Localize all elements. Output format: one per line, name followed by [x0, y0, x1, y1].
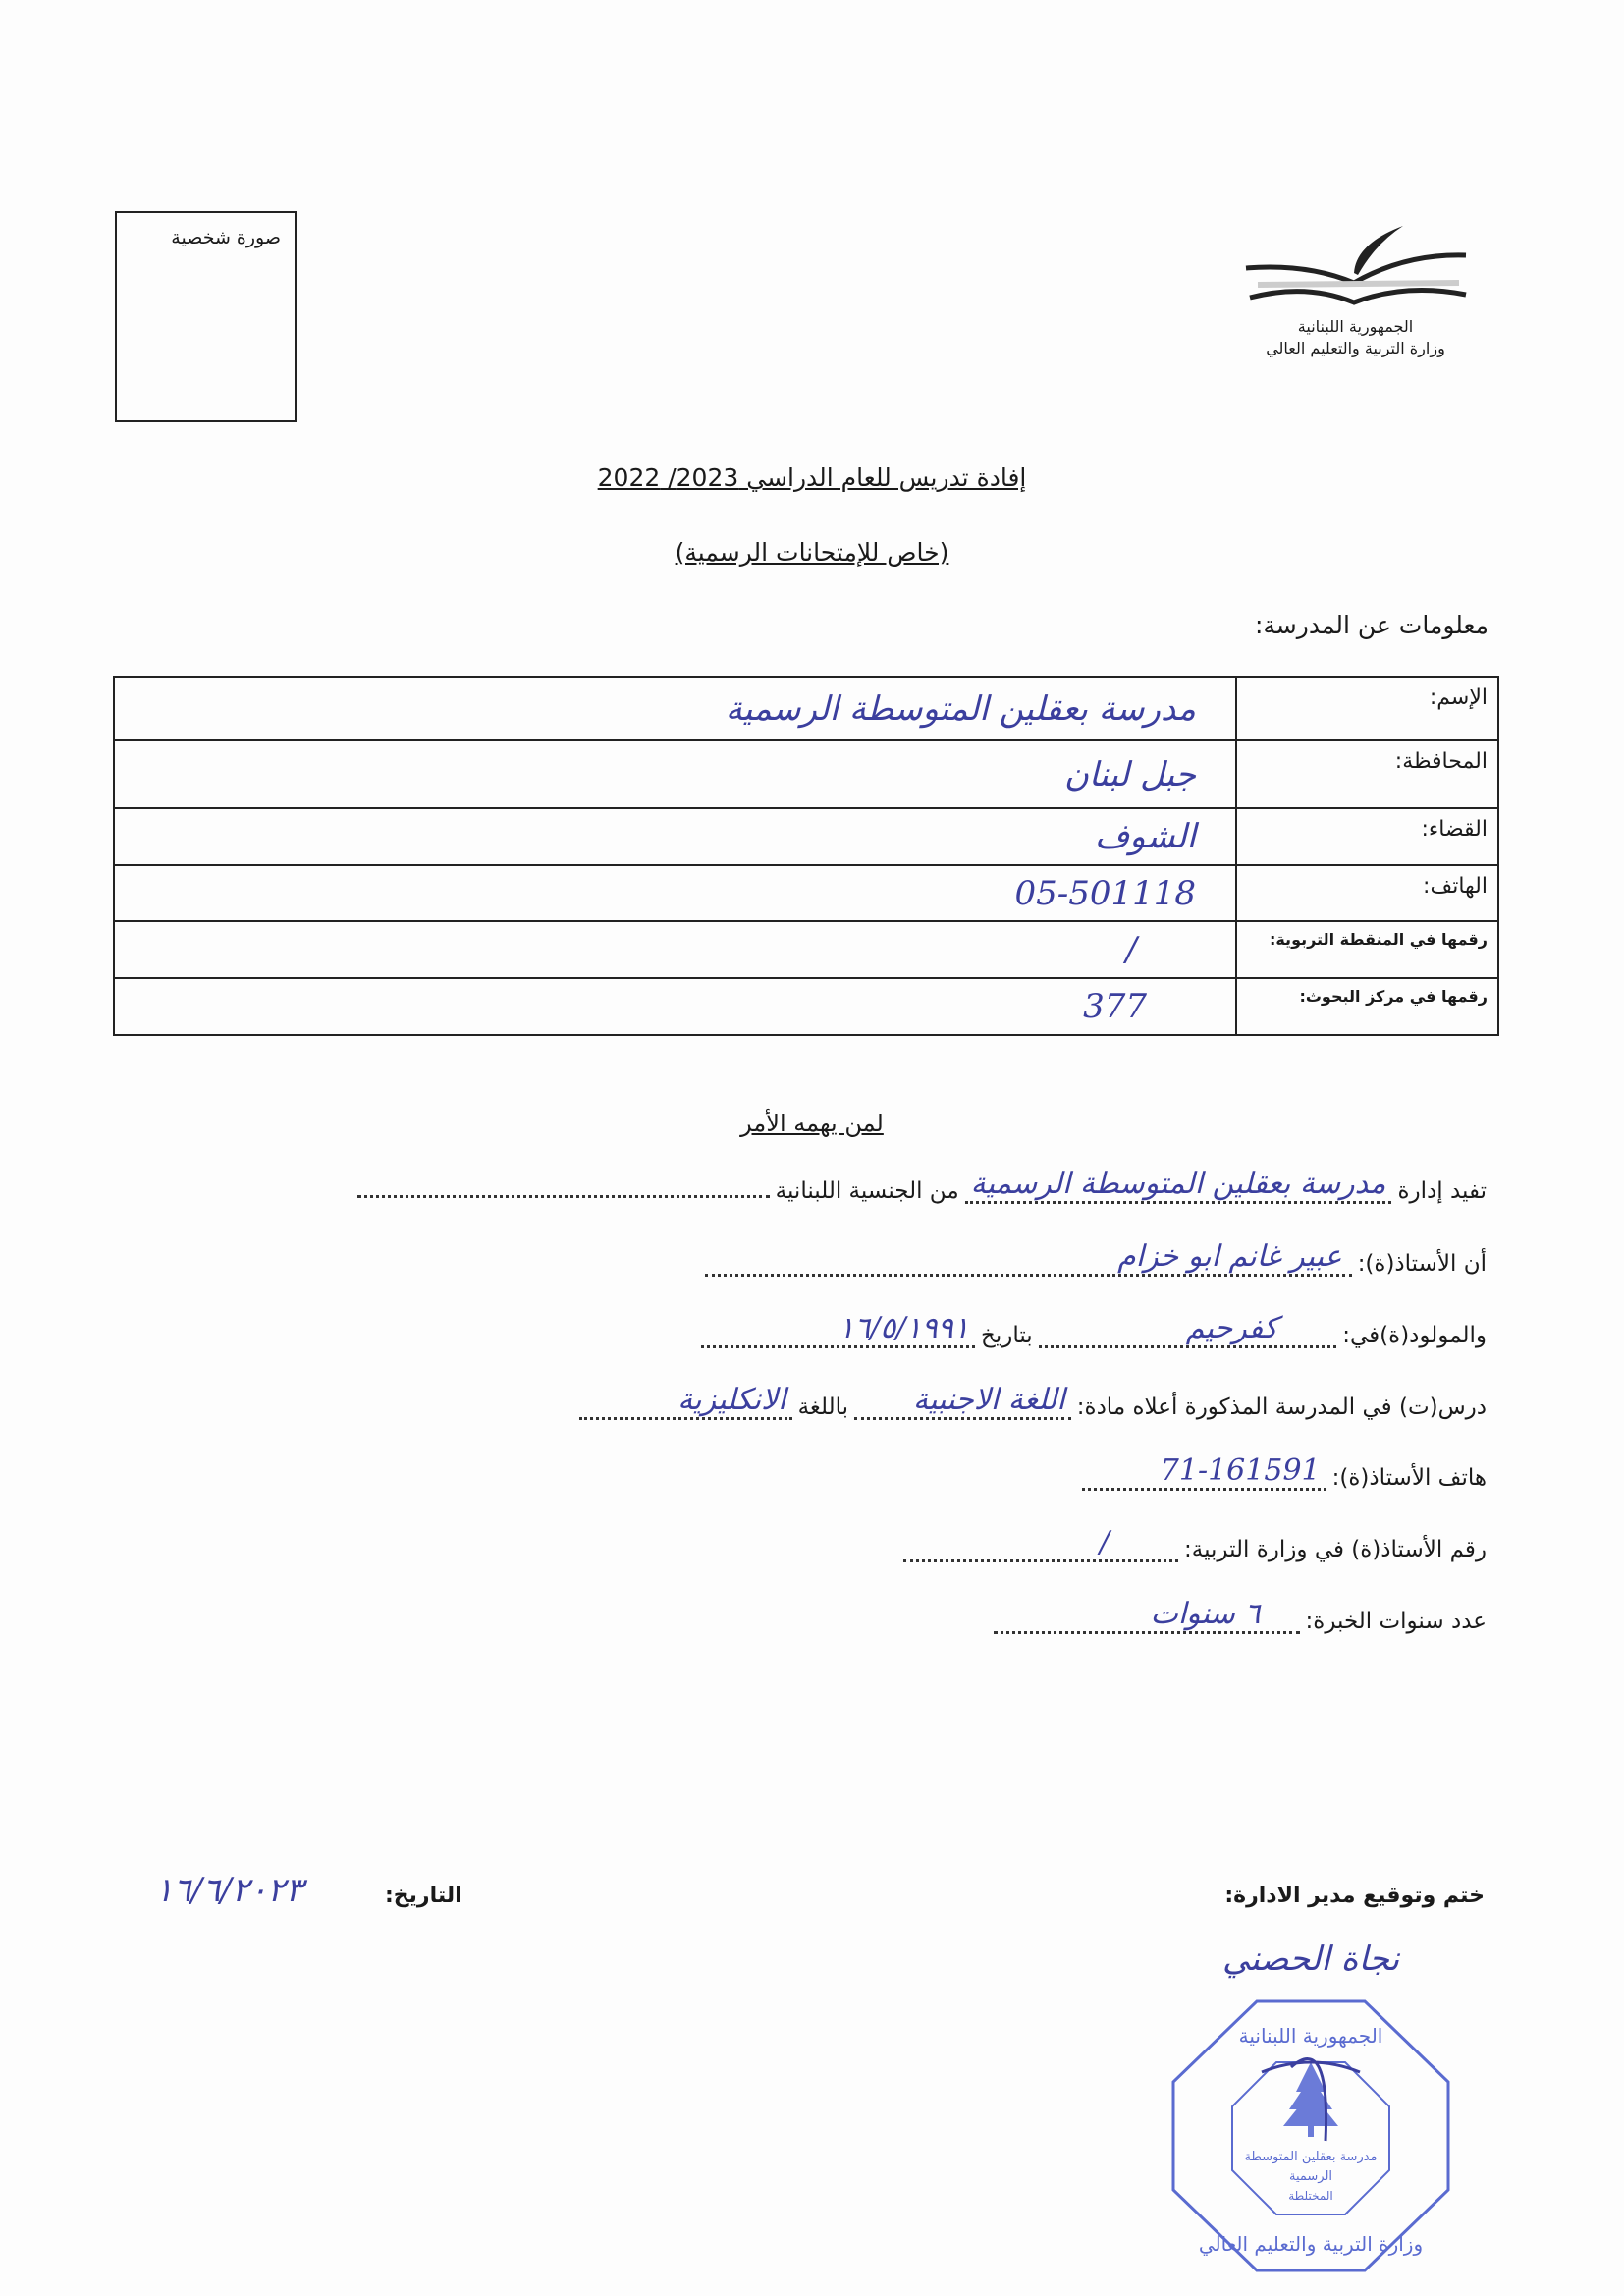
stamp-seal-icon: [1164, 1994, 1458, 2278]
date-label: التاريخ:: [385, 1884, 462, 1908]
row-label: الهاتف:: [1236, 865, 1498, 921]
row-value: مدرسة بعقلين المتوسطة الرسمية: [114, 677, 1236, 740]
born-value: كفرحيم: [1039, 1311, 1337, 1348]
statement-admin-line: [357, 1167, 1487, 1204]
signature-label: ختم وتوقيع مدير الادارة:: [1224, 1884, 1485, 1908]
teacher-label: أن الأستاذ(ة):: [1357, 1251, 1487, 1277]
phone-value: 71-161591: [1082, 1453, 1326, 1491]
date-value: ١٦/٦/٢٠٢٣: [155, 1871, 303, 1910]
photo-box: [115, 211, 297, 422]
ministry-label: رقم الأستاذ(ة) في وزارة التربية:: [1184, 1537, 1487, 1562]
language-label: باللغة: [797, 1394, 849, 1420]
svg-text:الرسمية: الرسمية: [1288, 2169, 1333, 2184]
page-subtitle: (خاص للإمتحانات الرسمية): [675, 538, 949, 567]
table-row: [114, 740, 1498, 808]
dotted-leader: [357, 1187, 770, 1198]
school-info-table: [113, 676, 1499, 1036]
subject-value: اللغة الاجنبية: [854, 1383, 1071, 1420]
open-book-icon: [1238, 224, 1474, 312]
statement-birth-line: [701, 1311, 1487, 1348]
statement-ministry-line: [903, 1525, 1487, 1562]
row-value: الشوف: [114, 808, 1236, 865]
date-label: بتاريخ: [980, 1323, 1033, 1348]
svg-text:المختلطة: المختلطة: [1288, 2189, 1333, 2203]
teacher-value: عبير غانم ابو خزام: [705, 1239, 1352, 1277]
table-row: [114, 677, 1498, 740]
logo-line-1: الجمهورية اللبنانية: [1297, 317, 1414, 336]
statement-subject-line: [579, 1383, 1487, 1420]
table-row: [114, 978, 1498, 1035]
row-label: المحافظة:: [1236, 740, 1498, 808]
row-value: 05-501118: [114, 865, 1236, 921]
school-stamp: [1164, 1994, 1458, 2278]
school-info-heading: معلومات عن المدرسة:: [1254, 611, 1489, 639]
svg-text:وزارة التربية والتعليم العالي: وزارة التربية والتعليم العالي: [1198, 2232, 1424, 2256]
statement-teacher-line: [705, 1239, 1487, 1277]
director-signature: نجاة الحصني: [1222, 1940, 1400, 1979]
taught-label: درس(ت) في المدرسة المذكورة أعلاه مادة:: [1076, 1394, 1487, 1420]
row-value: 377: [114, 978, 1236, 1035]
admin-prefix: تفيد إدارة: [1397, 1178, 1487, 1204]
row-label: رقمها في مركز البحوث:: [1236, 978, 1498, 1035]
birth-date-value: ١٦/٥/١٩٩١: [701, 1311, 975, 1348]
table-row: [114, 808, 1498, 865]
page-title: إفادة تدريس للعام الدراسي 2023/ 2022: [597, 464, 1027, 492]
statement-experience-line: [994, 1597, 1487, 1634]
phone-label: هاتف الأستاذ(ة):: [1331, 1465, 1487, 1491]
table-row: [114, 921, 1498, 978]
concern-heading: لمن يهمه الأمر: [740, 1110, 884, 1137]
row-label: القضاء:: [1236, 808, 1498, 865]
ministry-logo: [1235, 224, 1476, 359]
table-row: [114, 865, 1498, 921]
photo-label: صورة شخصية: [171, 227, 281, 248]
ministry-value: /: [903, 1525, 1178, 1562]
experience-label: عدد سنوات الخبرة:: [1305, 1609, 1487, 1634]
svg-text:الجمهورية اللبنانية: الجمهورية اللبنانية: [1238, 2024, 1383, 2048]
row-label: الإسم:: [1236, 677, 1498, 740]
row-value: جبل لبنان: [114, 740, 1236, 808]
row-value: /: [114, 921, 1236, 978]
logo-line-2: وزارة التربية والتعليم العالي: [1266, 339, 1445, 357]
experience-value: ٦ سنوات: [994, 1597, 1300, 1634]
language-value: الانكليزية: [579, 1383, 791, 1420]
statement-phone-line: [1082, 1453, 1487, 1491]
svg-text:مدرسة بعقلين المتوسطة: مدرسة بعقلين المتوسطة: [1244, 2150, 1378, 2164]
born-label: والمولود(ة)في:: [1342, 1323, 1487, 1348]
admin-value: مدرسة بعقلين المتوسطة الرسمية: [965, 1167, 1392, 1204]
row-label: رقمها في المنقطة التربوية:: [1236, 921, 1498, 978]
admin-suffix: من الجنسية اللبنانية: [775, 1178, 959, 1204]
